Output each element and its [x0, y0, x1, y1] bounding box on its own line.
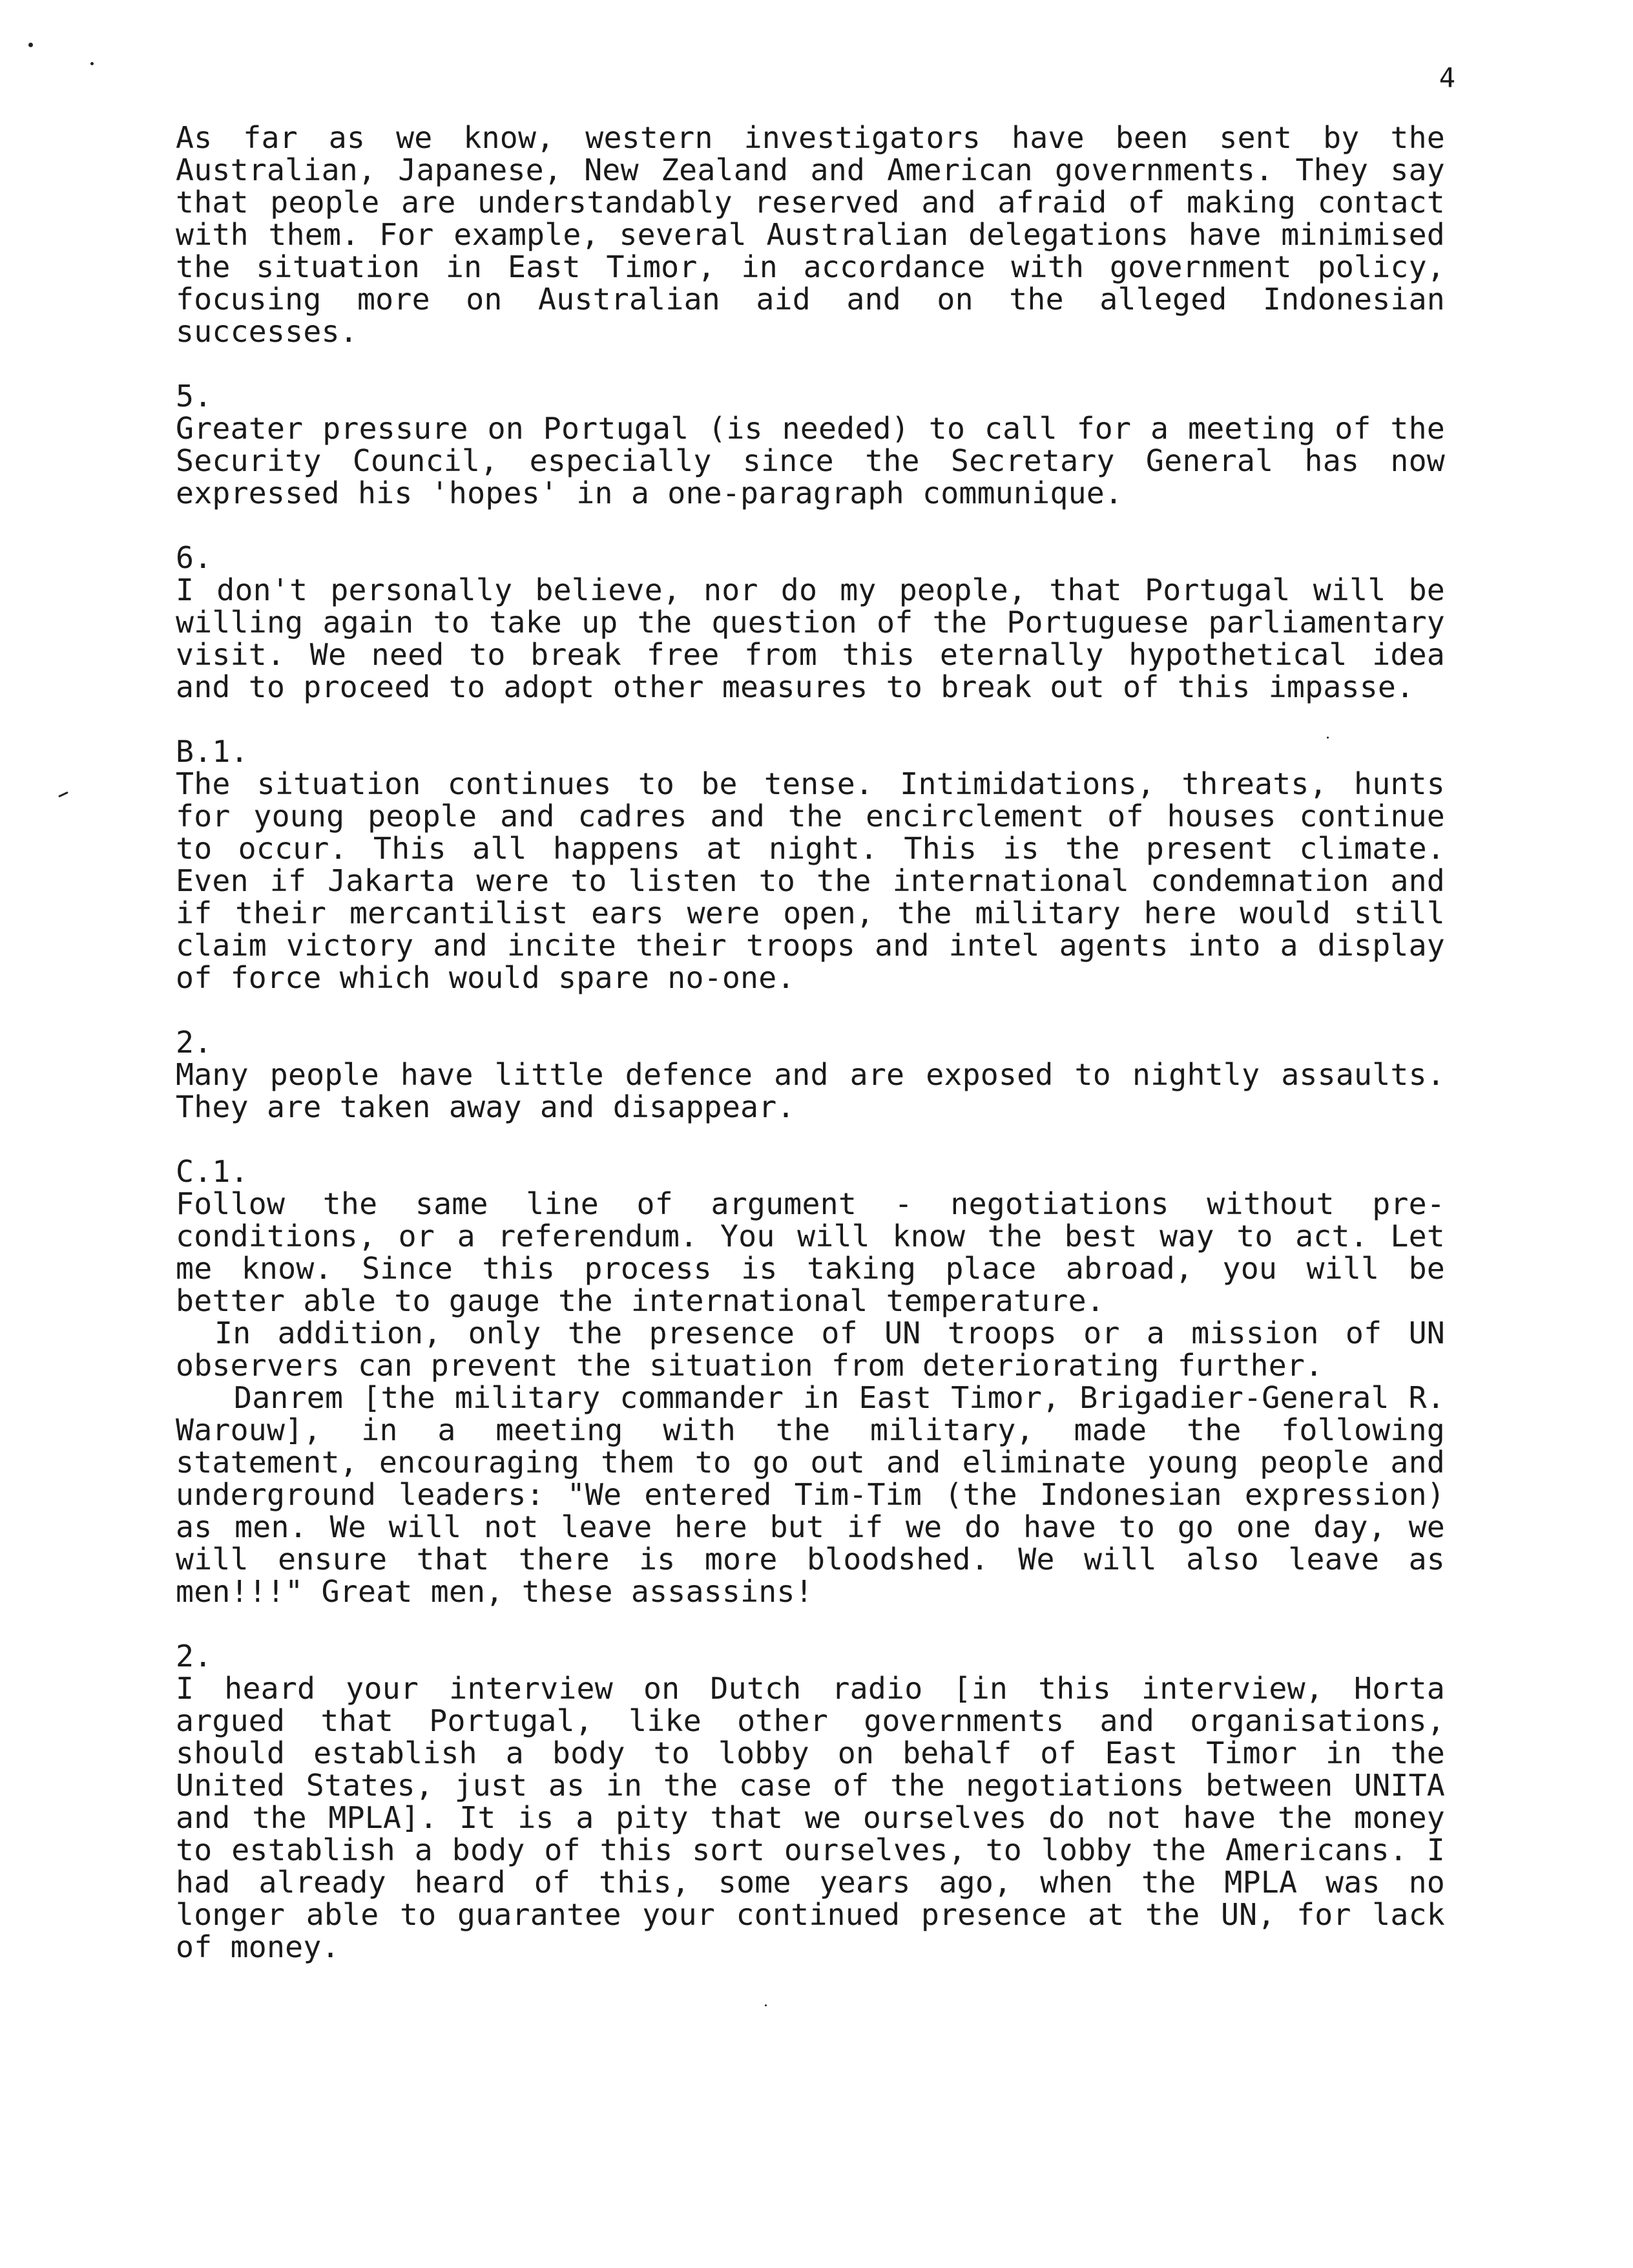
paragraph: The situation continues to be tense. Intimidations, threats, hunts for young people and cadres and the encirclement of houses continue to occur. This all happens at night. This is the present climate. Even if Jakarta were to listen to the international condemnation and if their mercantilist ears were open, the military here would still claim victory and incite their troops and intel agents into a display of force which would spare no-one.: [176, 766, 1445, 995]
document-body: [176, 121, 1445, 1995]
paragraph: I heard your interview on Dutch radio [in this interview, Horta argued that Portugal, like other governments and organisations, should establish a body to lobby on behalf of East Timor in the United States, just as in the case of the negotiations between UNITA and the MPLA]. It is a pity that we ourselves do not have the money to establish a body of this sort ourselves, to lobby the Americans. I had already heard of this, some years ago, when the MPLA was no longer able to guarantee your continued presence at the UN, for lack of money.: [176, 1671, 1445, 1964]
paragraph: Danrem [the military commander in East Timor, Brigadier-General R. Warouw], in a meeting with the military, made the following statement, encouraging them to go out and eliminate young people and underground leaders: "We entered Tim-Tim (the Indonesian expression) as men. We will not leave here but if we do have to go one day, we will ensure that there is more bloodshed. We will also leave as men!!!" Great men, these assassins!: [176, 1380, 1445, 1609]
page-number: 4: [1439, 62, 1455, 94]
section-c1: [176, 1155, 1445, 1608]
scan-speck: [28, 43, 33, 47]
section-label: C.1.: [176, 1154, 249, 1189]
section-label: 6.: [176, 540, 213, 575]
section-6: [176, 541, 1445, 703]
section-label: 2.: [176, 1639, 213, 1674]
paragraph: I don't personally believe, nor do my people, that Portugal will be willing again to take up the question of the Portuguese parliamentary visit. We need to break free from this eternally hypothetical idea and to proceed to adopt other measures to break out of this impasse.: [176, 572, 1445, 704]
section-c2: [176, 1640, 1445, 1963]
scan-speck: [90, 62, 94, 65]
section-intro: [176, 121, 1445, 348]
paragraph: Follow the same line of argument - negotiations without pre-conditions, or a referendum. You will know the best way to act. Let me know. Since this process is taking place abroad, you will be better able to gauge the international temperature.: [176, 1186, 1445, 1318]
section-b2: [176, 1026, 1445, 1123]
scan-speck: [58, 792, 68, 797]
paragraph: Greater pressure on Portugal (is needed) to call for a meeting of the Security Council, especially since the Secretary General has now expressed his 'hopes' in a one-paragraph communique.: [176, 411, 1445, 510]
section-label: B.1.: [176, 734, 249, 769]
section-5: [176, 380, 1445, 509]
section-b1: [176, 735, 1445, 994]
section-label: 5.: [176, 379, 213, 414]
paragraph: As far as we know, western investigators have been sent by the Australian, Japanese, New Zealand and American governments. They say that people are understandably reserved and afraid of making contact with them. For example, several Australian delegations have minimised the situation in East Timor, in accordance with government policy, focusing more on Australian aid and on the alleged Indonesian successes.: [176, 120, 1445, 349]
section-label: 2.: [176, 1025, 213, 1060]
paragraph: In addition, only the presence of UN troops or a mission of UN observers can prevent the situation from deteriorating further.: [176, 1316, 1445, 1383]
paragraph: Many people have little defence and are exposed to nightly assaults. They are taken away and disappear.: [176, 1057, 1445, 1124]
scan-speck: [765, 2004, 767, 2006]
